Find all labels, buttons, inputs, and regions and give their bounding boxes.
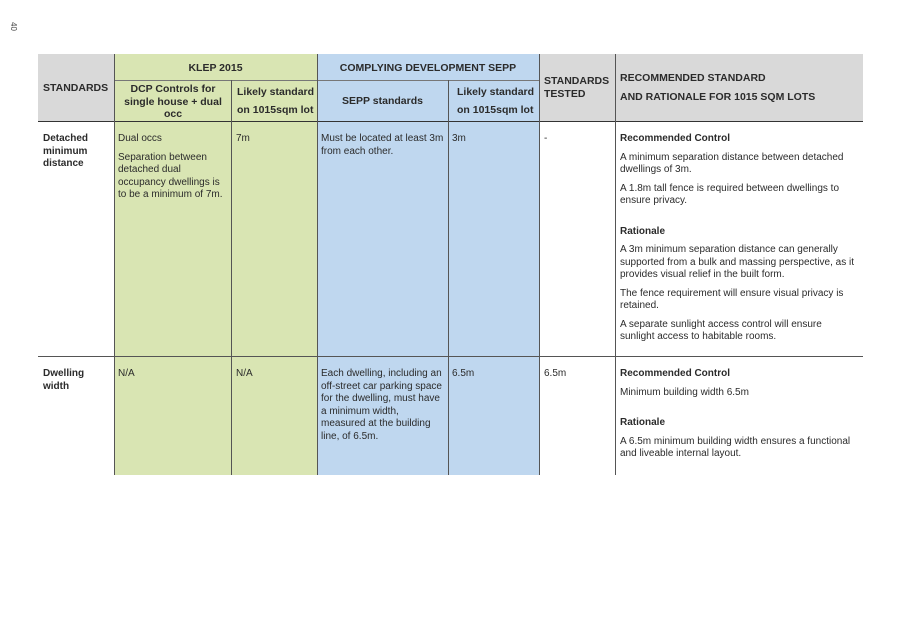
row1-likely-klep: 7m — [236, 133, 250, 144]
row2-likely-klep: N/A — [236, 368, 253, 379]
row2-rec-1: Minimum building width 6.5m — [620, 386, 749, 398]
row-divider — [38, 356, 863, 357]
col-line-2 — [231, 80, 232, 475]
header-likely-std-1: Likely standard — [237, 86, 315, 98]
header-likely-lot-2: on 1015sqm lot — [457, 104, 534, 116]
header-bottom-line — [38, 121, 863, 122]
row1-rat-3: A separate sunlight access control will ensure sunlight access to habitable rooms. — [620, 318, 822, 342]
header-likely-std-2: Likely standard — [457, 86, 535, 98]
row1-standard: Detached minimum distance — [43, 133, 89, 169]
header-tested-label: STANDARDS TESTED — [544, 75, 610, 100]
header-recommended-1: RECOMMENDED STANDARD — [620, 72, 766, 84]
col-line-3 — [317, 54, 318, 475]
row1-rec-2: A 1.8m tall fence is required between dwellings to ensure privacy. — [620, 182, 840, 206]
header-recommended-2: AND RATIONALE FOR 1015 SQM LOTS — [620, 91, 816, 103]
row1-dcp-a: Dual occs — [118, 133, 162, 144]
header-sepp-standards: SEPP standards — [342, 95, 423, 107]
row1-rec-title: Recommended Control — [620, 133, 731, 144]
row1-rat-title: Rationale — [620, 225, 666, 237]
row2-rat-1: A 6.5m minimum building width ensures a functional and liveable internal layout. — [620, 435, 851, 459]
header-divider — [114, 80, 539, 81]
page-number: 40 — [9, 22, 18, 31]
row2-dcp: N/A — [118, 368, 135, 379]
row2-likely-sepp: 6.5m — [452, 368, 475, 379]
header-complying: COMPLYING DEVELOPMENT SEPP — [339, 62, 517, 74]
col-line-4 — [448, 80, 449, 475]
row1-rec-1: A minimum separation distance between detached dwellings of 3m. — [620, 151, 844, 175]
row2-recommendation — [620, 368, 856, 467]
row1-dcp-b: Separation between detached dual occupancy dwellings is to be a minimum of 7m. — [118, 151, 223, 200]
header-standards — [38, 54, 114, 121]
col-line-1 — [114, 54, 115, 475]
header-likely-lot-1: on 1015sqm lot — [237, 104, 314, 116]
header-tested — [539, 54, 615, 121]
row2-sepp: Each dwelling, including an off-street car parking space for the dwelling, must have a minimum width, measured at the building line, of 6.5m. — [321, 368, 442, 442]
header-standards-label: STANDARDS — [43, 82, 109, 94]
row1-likely-sepp: 3m — [452, 133, 466, 144]
row1-sepp: Must be located at least 3m from each other. — [321, 133, 444, 157]
row2-rat-title: Rationale — [620, 417, 666, 428]
header-recommended — [615, 54, 863, 121]
header-dcp-controls: DCP Controls for single house + dual occ — [124, 83, 222, 120]
col-line-5 — [539, 54, 540, 475]
row2-rec-title: Recommended Control — [620, 368, 731, 379]
row1-rat-1: A 3m minimum separation distance can generally supported from a bulk and massing perspective, as it provides visual relief in the built form. — [620, 244, 855, 280]
header-klep: KLEP 2015 — [188, 62, 243, 74]
row2-standard: Dwelling width — [43, 368, 85, 392]
row2-tested: 6.5m — [544, 368, 567, 379]
col-line-6 — [615, 54, 616, 475]
row1-rat-2: The fence requirement will ensure visual privacy is retained. — [620, 287, 844, 311]
row1-tested: - — [544, 133, 548, 144]
row1-dcp — [118, 133, 226, 208]
row1-recommendation — [620, 133, 856, 350]
